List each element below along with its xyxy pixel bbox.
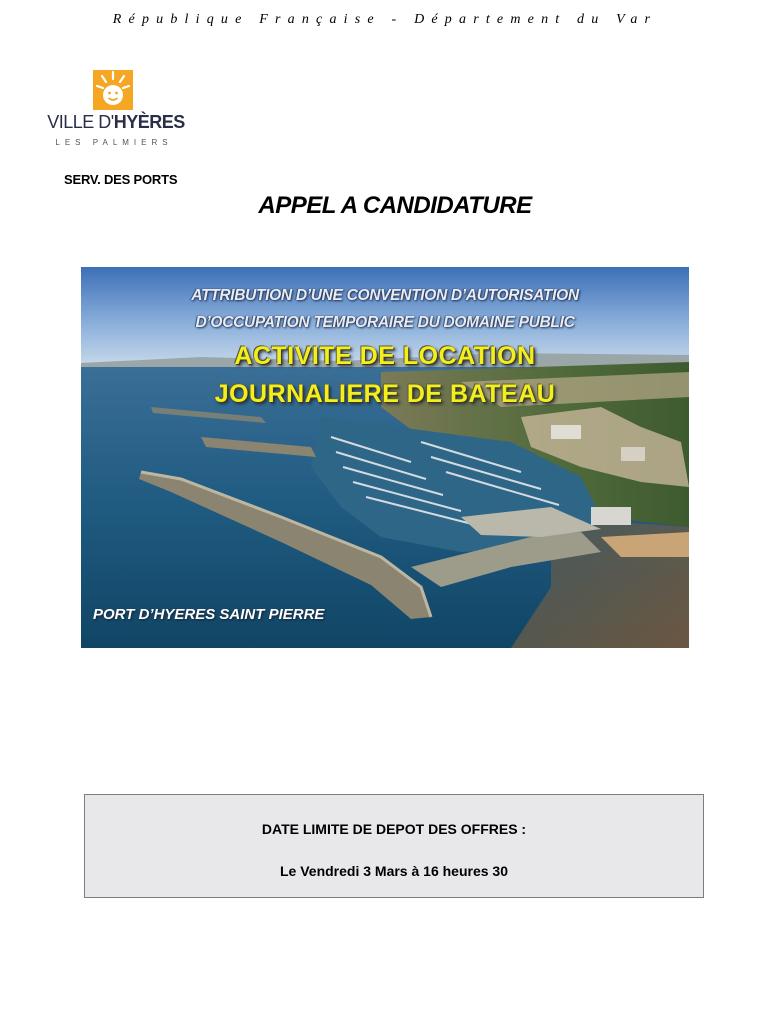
- logo-wordmark: VILLE D'HYÈRES: [47, 112, 185, 132]
- banner-line-2: D’OCCUPATION TEMPORAIRE DU DOMAINE PUBLIC: [195, 314, 575, 331]
- ville-hyeres-logo: [40, 64, 188, 154]
- page-header: République Française - Département du Var: [112, 12, 658, 27]
- logo-tagline: LES PALMIERS: [55, 138, 173, 147]
- sun-face-icon: [93, 70, 133, 110]
- photo-caption: PORT D’HYERES SAINT PIERRE: [93, 606, 325, 623]
- port-aerial-photo: [81, 267, 689, 648]
- deadline-label: DATE LIMITE DE DEPOT DES OFFRES :: [261, 821, 527, 837]
- deadline-box: [84, 794, 704, 898]
- banner-highlight-2: JOURNALIERE DE BATEAU: [214, 380, 556, 408]
- service-name: SERV. DES PORTS: [64, 172, 178, 187]
- banner-line-1: ATTRIBUTION D’UNE CONVENTION D’AUTORISATION: [191, 287, 579, 304]
- banner-highlight-1: ACTIVITE DE LOCATION: [234, 342, 536, 370]
- document-title: APPEL A CANDIDATURE: [258, 192, 532, 219]
- deadline-value: Le Vendredi 3 Mars à 16 heures 30: [279, 863, 508, 879]
